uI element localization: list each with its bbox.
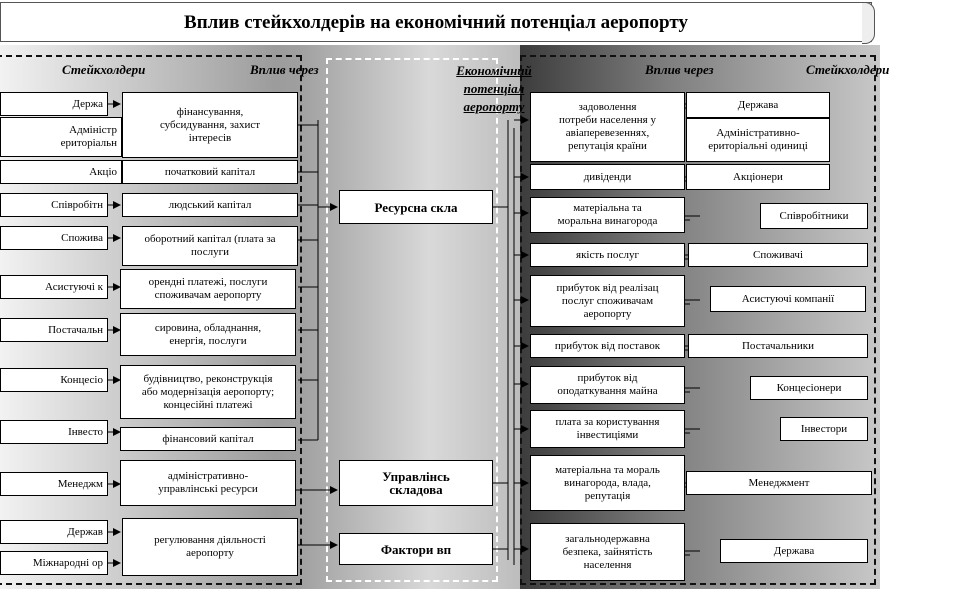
left-influence-10-label: регулювання діяльності аеропорту — [154, 534, 266, 559]
right-stakeholder-11 — [720, 539, 868, 563]
left-influence-8 — [120, 427, 296, 451]
left-stakeholder-6-label: Асистуючі к — [45, 280, 103, 293]
left-stakeholder-12-label: Міжнародні ор — [32, 556, 103, 569]
left-influence-2 — [122, 160, 298, 184]
left-stakeholder-3-label: Акціо — [89, 165, 117, 178]
left-influence-3-label: людський капітал — [168, 198, 252, 211]
right-stakeholder-1-label: Держава — [737, 98, 779, 111]
right-stakeholder-10-label: Менеджмент — [748, 476, 810, 489]
left-stakeholder-6 — [0, 275, 108, 299]
center-box-2-label: Управлінсь складова — [382, 469, 450, 497]
right-influence-4-label: якість послуг — [576, 248, 639, 261]
left-influence-10 — [122, 518, 298, 576]
right-influence-2-label: дивіденди — [583, 170, 632, 183]
left-stakeholder-1-label: Держа — [72, 97, 103, 110]
right-influence-8-label: плата за користування інвестиціями — [555, 416, 660, 441]
left-stakeholder-12 — [0, 551, 108, 575]
left-influence-4-label: оборотний капітал (плата за послуги — [144, 233, 276, 258]
right-stakeholder-8-label: Концесіонери — [776, 381, 842, 394]
left-influence-3 — [122, 193, 298, 217]
left-influence-6 — [120, 313, 296, 356]
diagram-title: Вплив стейкхолдерів на економічний потенціал аеропорту — [0, 2, 872, 42]
right-stakeholder-4 — [760, 203, 868, 229]
right-stakeholder-4-label: Співробітники — [779, 209, 849, 222]
header-left-influence: Вплив через — [250, 62, 319, 77]
left-stakeholder-11-label: Держав — [67, 525, 103, 538]
right-stakeholder-6 — [710, 286, 866, 312]
right-stakeholder-11-label: Держава — [773, 544, 815, 557]
center-box-1 — [339, 190, 493, 224]
left-influence-4 — [122, 226, 298, 266]
right-influence-9-label: матеріальна та мораль винагорода, влада, репутація — [555, 463, 660, 502]
right-stakeholder-8 — [750, 376, 868, 400]
left-stakeholder-9-label: Інвесто — [68, 425, 103, 438]
right-influence-3-label: матеріальна та моральна винагорода — [557, 202, 658, 227]
header-center-line3: аеропорту — [463, 99, 525, 114]
right-stakeholder-9-label: Інвестори — [800, 422, 848, 435]
right-influence-6 — [530, 334, 685, 358]
right-influence-5 — [530, 275, 685, 327]
left-influence-1-label: фінансування, субсидування, захист інтересів — [159, 105, 261, 144]
left-stakeholder-3 — [0, 160, 122, 184]
right-influence-8 — [530, 410, 685, 448]
right-stakeholder-5 — [688, 243, 868, 267]
right-influence-1 — [530, 92, 685, 162]
left-stakeholder-7 — [0, 318, 108, 342]
left-influence-9 — [120, 460, 296, 506]
center-box-3-label: Фактори вп — [380, 541, 452, 557]
right-influence-7-label: прибуток від оподаткування майна — [557, 372, 658, 397]
left-stakeholder-4-label: Співробітн — [51, 198, 103, 211]
center-box-3 — [339, 533, 493, 565]
left-influence-5 — [120, 269, 296, 309]
left-stakeholder-8-label: Концесіо — [60, 373, 103, 386]
left-influence-9-label: адміністративно- управлінські ресурси — [158, 470, 258, 495]
left-stakeholder-5-label: Спожива — [61, 231, 103, 244]
left-influence-7-label: будівництво, реконструкція або модернізація аеропорту; концесійні платежі — [141, 372, 275, 411]
left-influence-8-label: фінансовий капітал — [162, 432, 254, 445]
right-stakeholder-2-label: Адміністративно- ериторіальні одиниці — [708, 127, 808, 152]
right-stakeholder-9 — [780, 417, 868, 441]
right-influence-6-label: прибуток від поставок — [554, 339, 661, 352]
left-stakeholder-2 — [0, 117, 122, 157]
right-influence-1-label: задоволення потреби населення у авіаперевезеннях, репутація країни — [559, 101, 656, 152]
left-influence-6-label: сировина, обладнання, енергія, послуги — [154, 321, 262, 347]
header-left-stakeholders: Стейкхолдери — [62, 62, 146, 77]
right-stakeholder-6-label: Асистуючі компанії — [741, 292, 835, 305]
left-stakeholder-11 — [0, 520, 108, 544]
center-box-1-label: Ресурсна скла — [374, 199, 458, 215]
left-stakeholder-10-label: Менеджм — [57, 477, 103, 490]
left-stakeholder-10 — [0, 472, 108, 496]
right-stakeholder-10 — [686, 471, 872, 495]
right-influence-5-label: прибуток від реалізац послуг споживачам аеропорту — [556, 281, 659, 320]
left-influence-1 — [122, 92, 298, 158]
right-stakeholder-2 — [686, 118, 830, 162]
left-stakeholder-8 — [0, 368, 108, 392]
left-stakeholder-5 — [0, 226, 108, 250]
left-stakeholder-9 — [0, 420, 108, 444]
right-influence-10-label: загальнодержавна безпека, зайнятість населення — [562, 532, 653, 571]
right-influence-3 — [530, 197, 685, 233]
right-influence-9 — [530, 455, 685, 511]
left-influence-2-label: початковий капітал — [164, 165, 256, 178]
right-stakeholder-3 — [686, 164, 830, 190]
right-influence-4 — [530, 243, 685, 267]
right-stakeholder-7-label: Постачальники — [741, 339, 814, 352]
header-center-line1: Економічний — [456, 63, 532, 78]
center-box-2 — [339, 460, 493, 506]
right-stakeholder-7 — [688, 334, 868, 358]
right-stakeholder-5-label: Споживачі — [752, 248, 803, 261]
right-influence-10 — [530, 523, 685, 581]
header-right-influence: Вплив через — [645, 62, 714, 77]
left-influence-5-label: орендні платежі, послуги споживачам аеропорту — [148, 276, 268, 301]
left-stakeholder-2-label: Адміністр ериторіальн — [60, 124, 117, 149]
header-right-stakeholders: Стейкхолдери — [806, 62, 890, 77]
right-stakeholder-3-label: Акціонери — [733, 170, 783, 183]
left-influence-7 — [120, 365, 296, 419]
left-stakeholder-7-label: Постачальн — [48, 323, 103, 336]
header-center-line2: потенціал — [463, 81, 525, 96]
left-stakeholder-1 — [0, 92, 108, 116]
right-influence-7 — [530, 366, 685, 404]
right-influence-2 — [530, 164, 685, 190]
left-stakeholder-4 — [0, 193, 108, 217]
right-stakeholder-1 — [686, 92, 830, 118]
